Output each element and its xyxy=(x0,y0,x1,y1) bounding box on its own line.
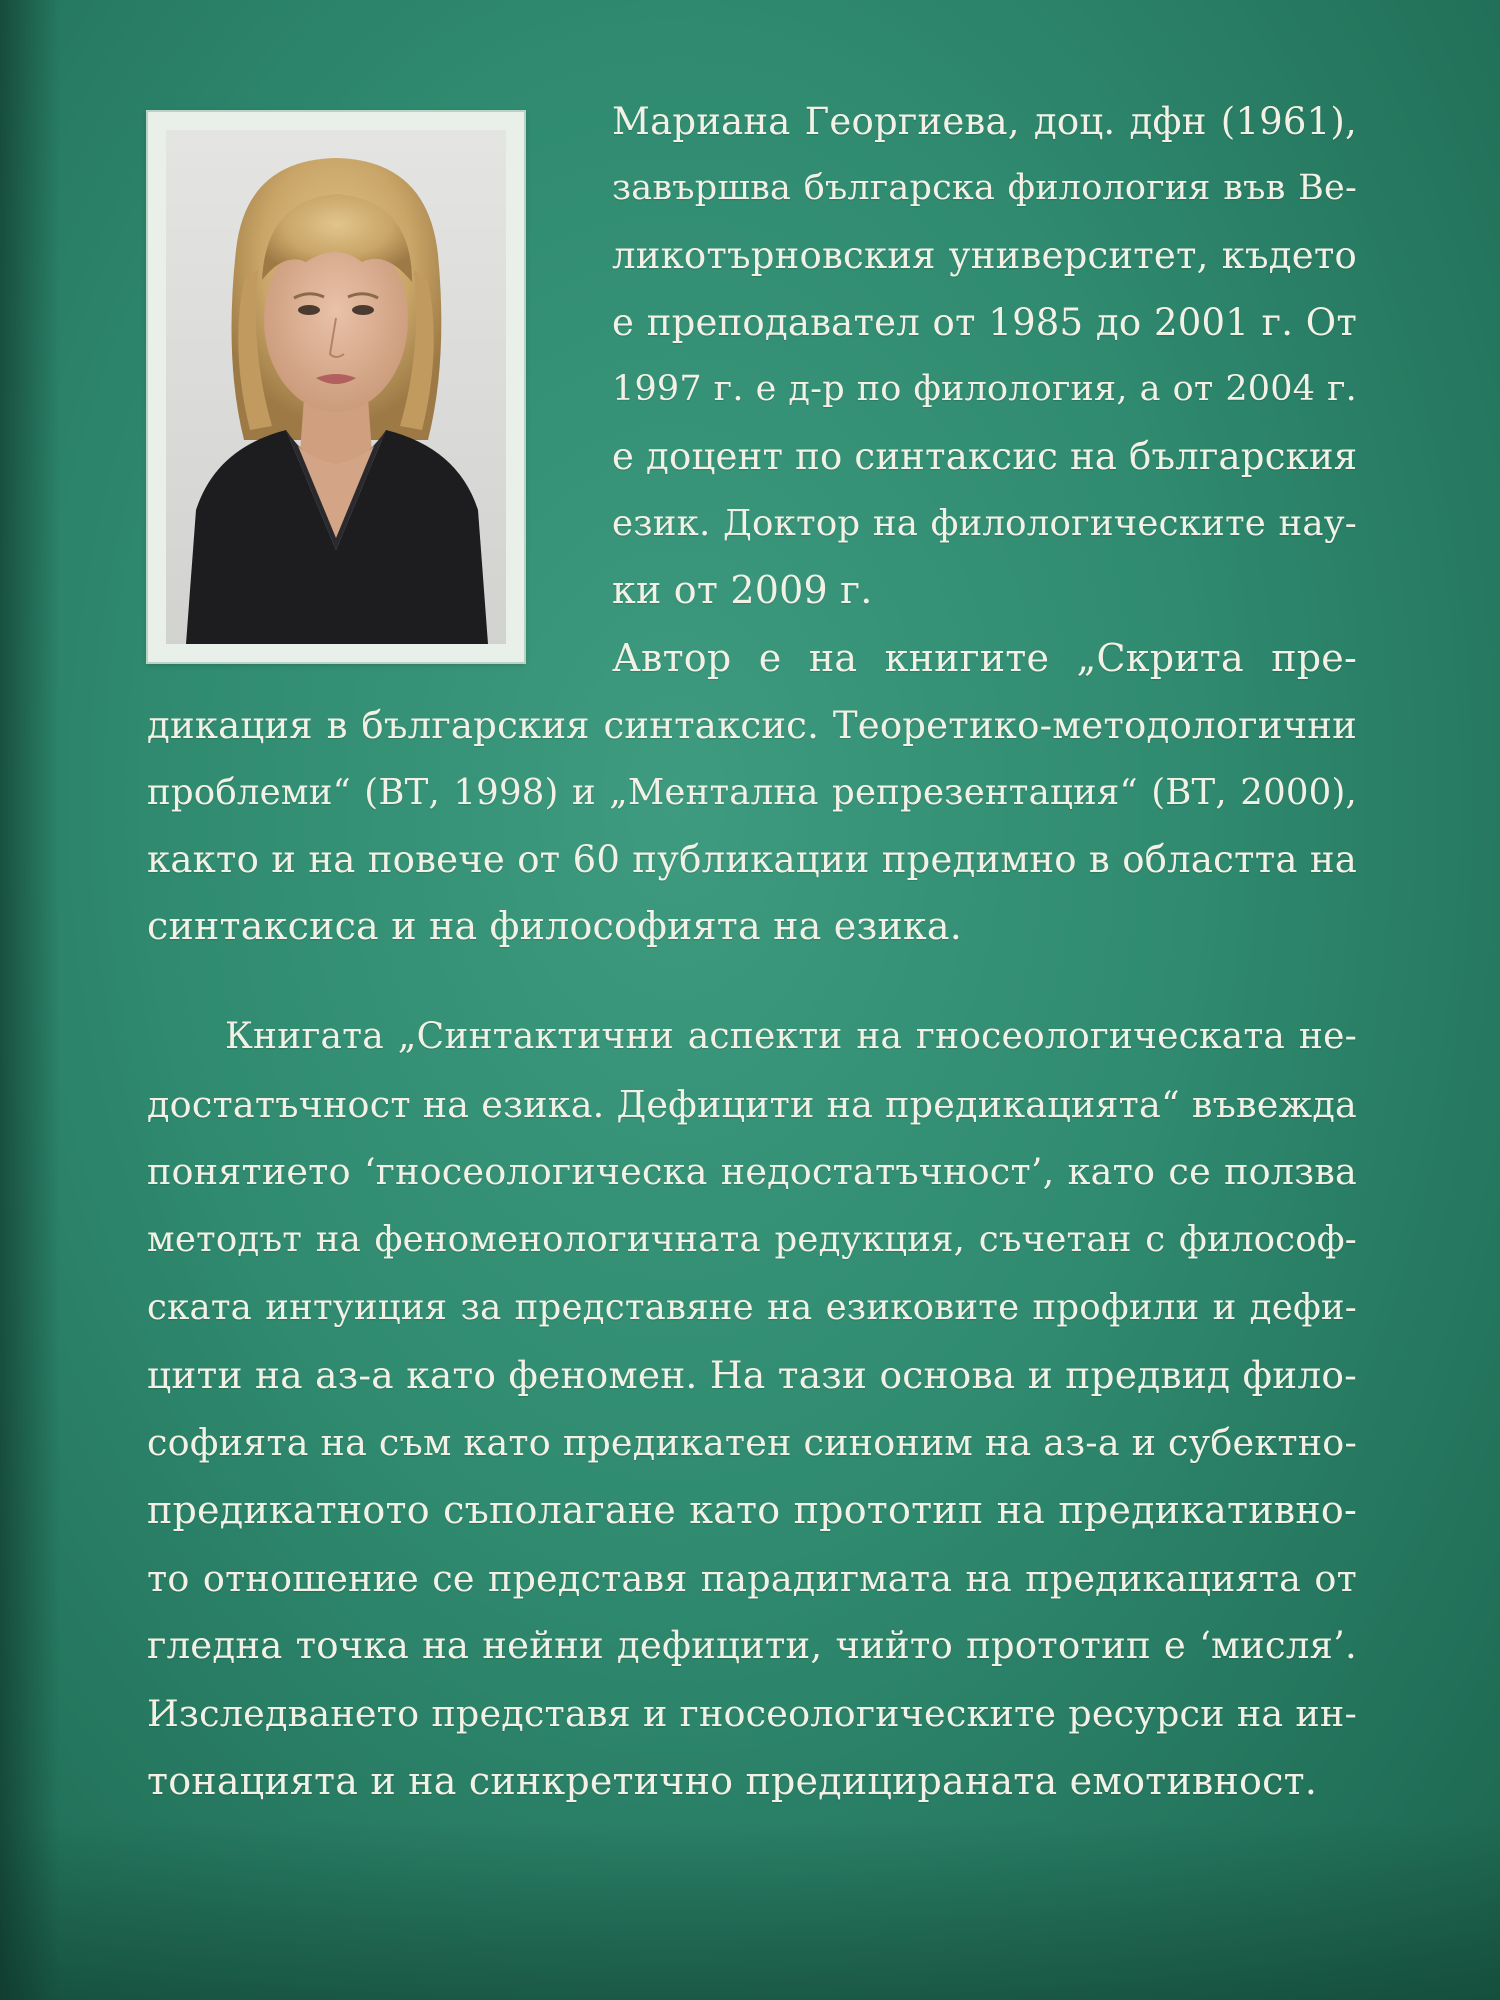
description-line: то отношение се представя парадигмата на предикацията от xyxy=(147,1556,1357,1600)
bio-line: Автор е на книгите „Скрита пре- xyxy=(612,636,1357,680)
description-line: ската интуиция за представяне на езиковите профили и дефи- xyxy=(147,1286,1357,1328)
description-line: предикатното съполагане като прототип на предикативно- xyxy=(147,1487,1357,1532)
bio-line: език. Доктор на филологическите нау- xyxy=(612,503,1357,544)
description-line: понятието ‘гносеологическа недостатъчност’, като се ползва xyxy=(147,1150,1357,1194)
bio-line: е доцент по синтаксис на българския xyxy=(612,435,1358,478)
description-line: методът на феноменологичната редукция, съчетан с философ- xyxy=(147,1219,1357,1261)
bottom-shade xyxy=(0,1820,1500,2000)
bio-line: завършва българска филология във Ве- xyxy=(612,168,1357,208)
bio-line: ки от 2009 г. xyxy=(612,568,873,612)
author-photo-frame xyxy=(148,112,524,662)
description-line: достатъчност на езика. Дефицити на предикацията“ въвежда xyxy=(147,1082,1357,1126)
bio-line: както и на повече от 60 публикации предимно в областта на xyxy=(147,838,1357,881)
book-description xyxy=(147,1003,1357,1815)
spine-shadow xyxy=(0,0,60,2000)
author-bio-intro xyxy=(612,88,1357,624)
bio-line: дикация в българския синтаксис. Теоретико-методологични xyxy=(147,704,1357,747)
description-line: гледна точка на нейни дефицити, чийто прототип е ‘мисля’. xyxy=(147,1624,1357,1668)
description-line: Книгата „Синтактични аспекти на гносеологическата не- xyxy=(225,1016,1357,1057)
author-portrait-illustration xyxy=(166,130,506,644)
description-line: Изследването представя и гносеологическите ресурси на ин- xyxy=(147,1692,1357,1736)
bio-line: синтаксиса и на философията на езика. xyxy=(147,904,962,948)
author-photo xyxy=(166,130,506,644)
description-line: цити на аз-а като феномен. На тази основа и предвид фило- xyxy=(147,1352,1357,1397)
bio-line: ликотърновския университет, където xyxy=(612,234,1357,277)
bio-line: проблеми“ (ВТ, 1998) и „Ментална репрезентация“ (ВТ, 2000), xyxy=(147,772,1357,813)
description-line: тонацията и на синкретично предицираната емотивност. xyxy=(147,1758,1318,1803)
description-line: софията на съм като предикатен синоним на аз-а и субектно- xyxy=(147,1421,1357,1465)
bio-line: е преподавател от 1985 до 2001 г. От xyxy=(612,301,1357,344)
author-bio-publications xyxy=(147,625,1357,960)
bio-line: Мариана Георгиева, доц. дфн (1961), xyxy=(612,100,1357,143)
bio-line: 1997 г. е д-р по филология, а от 2004 г. xyxy=(612,369,1357,409)
